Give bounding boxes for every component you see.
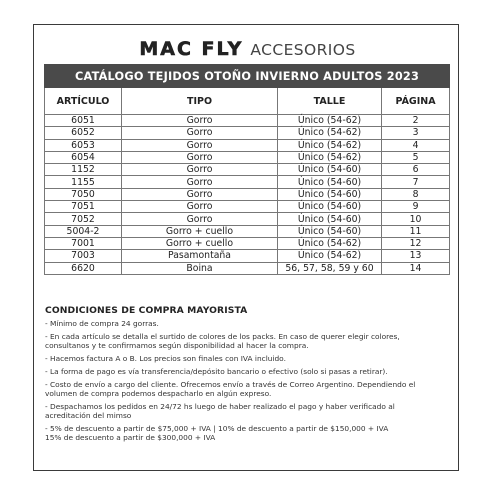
- cell-tipo: Gorro: [122, 164, 278, 176]
- cell-articulo: 7051: [45, 201, 122, 213]
- cell-articulo: 7050: [45, 188, 122, 200]
- cell-pagina: 10: [382, 213, 450, 225]
- cell-talle: Único (54-62): [278, 151, 382, 163]
- column-header-pagina: PÁGINA: [382, 88, 450, 115]
- cell-pagina: 2: [382, 115, 450, 127]
- table-row: [45, 201, 450, 213]
- cell-articulo: 6053: [45, 139, 122, 151]
- table-row: [45, 151, 450, 163]
- cell-talle: Único (54-62): [278, 127, 382, 139]
- cell-tipo: Gorro: [122, 213, 278, 225]
- table-row: [45, 115, 450, 127]
- cell-pagina: 14: [382, 262, 450, 274]
- cell-talle: Único (54-62): [278, 115, 382, 127]
- cell-pagina: 3: [382, 127, 450, 139]
- conditions-title: CONDICIONES DE COMPRA MAYORISTA: [45, 305, 248, 316]
- condition-item: [45, 424, 453, 442]
- conditions-section: [45, 306, 453, 446]
- table-row: [45, 237, 450, 249]
- cell-tipo: Boina: [122, 262, 278, 274]
- catalog-body: [45, 115, 450, 275]
- cell-articulo: 7001: [45, 237, 122, 249]
- condition-line: - Mínimo de compra 24 gorras.: [45, 319, 159, 329]
- cell-talle: 56, 57, 58, 59 y 60: [278, 262, 382, 274]
- cell-pagina: 12: [382, 237, 450, 249]
- cell-articulo: 6054: [45, 151, 122, 163]
- condition-item: [45, 380, 453, 398]
- conditions-list: [45, 319, 453, 442]
- cell-pagina: 6: [382, 164, 450, 176]
- cell-pagina: 13: [382, 250, 450, 262]
- cell-pagina: 9: [382, 201, 450, 213]
- cell-articulo: 5004-2: [45, 225, 122, 237]
- condition-line: 15% de descuento a partir de $300,000 + IVA: [45, 432, 216, 442]
- cell-talle: Único (54-60): [278, 213, 382, 225]
- condition-line: volumen de compra podemos despacharlo en algún expreso.: [45, 388, 272, 398]
- condition-item: [45, 367, 453, 376]
- brand-logo: MAC FLY: [139, 38, 244, 60]
- cell-tipo: Gorro: [122, 201, 278, 213]
- condition-line: - Costo de envío a cargo del cliente. Ofrecemos envío a través de Correo Argentino. Dependiendo el: [45, 379, 416, 389]
- cell-articulo: 1155: [45, 176, 122, 188]
- cell-talle: Único (54-62): [278, 237, 382, 249]
- condition-line: acreditación del mimso: [45, 410, 132, 420]
- cell-pagina: 8: [382, 188, 450, 200]
- column-header-articulo: ARTÍCULO: [45, 88, 122, 115]
- condition-item: [45, 319, 453, 328]
- cell-articulo: 6052: [45, 127, 122, 139]
- condition-line: - En cada artículo se detalla el surtido de colores de los packs. En caso de querer elegir colores,: [45, 332, 400, 341]
- condition-line: consultanos y te confirmamos según disponibilidad al hacer la compra.: [45, 341, 309, 351]
- table-row: [45, 188, 450, 200]
- table-row: [45, 164, 450, 176]
- cell-articulo: 6620: [45, 262, 122, 274]
- table-row: [45, 127, 450, 139]
- table-row: [45, 250, 450, 262]
- table-row: [45, 176, 450, 188]
- condition-line: - Hacemos factura A o B. Los precios son finales con IVA incluido.: [45, 354, 286, 363]
- column-header-tipo: TIPO: [122, 88, 278, 115]
- cell-articulo: 7003: [45, 250, 122, 262]
- condition-line: - La forma de pago es vía transferencia/depósito bancario o efectivo (solo si pasas a retirar).: [45, 366, 388, 376]
- table-row: [45, 139, 450, 151]
- cell-talle: Único (54-60): [278, 164, 382, 176]
- cell-tipo: Gorro: [122, 151, 278, 163]
- cell-talle: Único (54-60): [278, 176, 382, 188]
- cell-tipo: Gorro: [122, 115, 278, 127]
- cell-articulo: 6051: [45, 115, 122, 127]
- table-row: [45, 213, 450, 225]
- condition-item: [45, 332, 453, 350]
- cell-tipo: Gorro: [122, 127, 278, 139]
- brand-header: [0, 38, 495, 60]
- cell-articulo: 1152: [45, 164, 122, 176]
- condition-line: - Despachamos los pedidos en 24/72 hs luego de haber realizado el pago y haber verificado al: [45, 401, 395, 411]
- cell-talle: Único (54-62): [278, 250, 382, 262]
- column-header-talle: TALLE: [278, 88, 382, 115]
- catalog-table: [44, 64, 450, 275]
- cell-tipo: Gorro: [122, 139, 278, 151]
- table-row: [45, 262, 450, 274]
- cell-pagina: 7: [382, 176, 450, 188]
- brand-subtitle: ACCESORIOS: [250, 41, 356, 59]
- condition-item: [45, 402, 453, 420]
- cell-pagina: 4: [382, 139, 450, 151]
- cell-tipo: Gorro + cuello: [122, 225, 278, 237]
- cell-tipo: Gorro: [122, 188, 278, 200]
- condition-line: - 5% de descuento a partir de $75,000 + IVA | 10% de descuento a partir de $150,000 + IVA: [45, 423, 389, 433]
- cell-tipo: Gorro + cuello: [122, 237, 278, 249]
- cell-talle: Único (54-60): [278, 225, 382, 237]
- cell-talle: Único (54-60): [278, 188, 382, 200]
- cell-tipo: Gorro: [122, 176, 278, 188]
- catalog-title: CATÁLOGO TEJIDOS OTOÑO INVIERNO ADULTOS 2023: [45, 65, 450, 88]
- cell-talle: Único (54-60): [278, 201, 382, 213]
- cell-pagina: 11: [382, 225, 450, 237]
- cell-articulo: 7052: [45, 213, 122, 225]
- condition-item: [45, 354, 453, 363]
- cell-pagina: 5: [382, 151, 450, 163]
- cell-tipo: Pasamontaña: [122, 250, 278, 262]
- table-row: [45, 225, 450, 237]
- cell-talle: Único (54-62): [278, 139, 382, 151]
